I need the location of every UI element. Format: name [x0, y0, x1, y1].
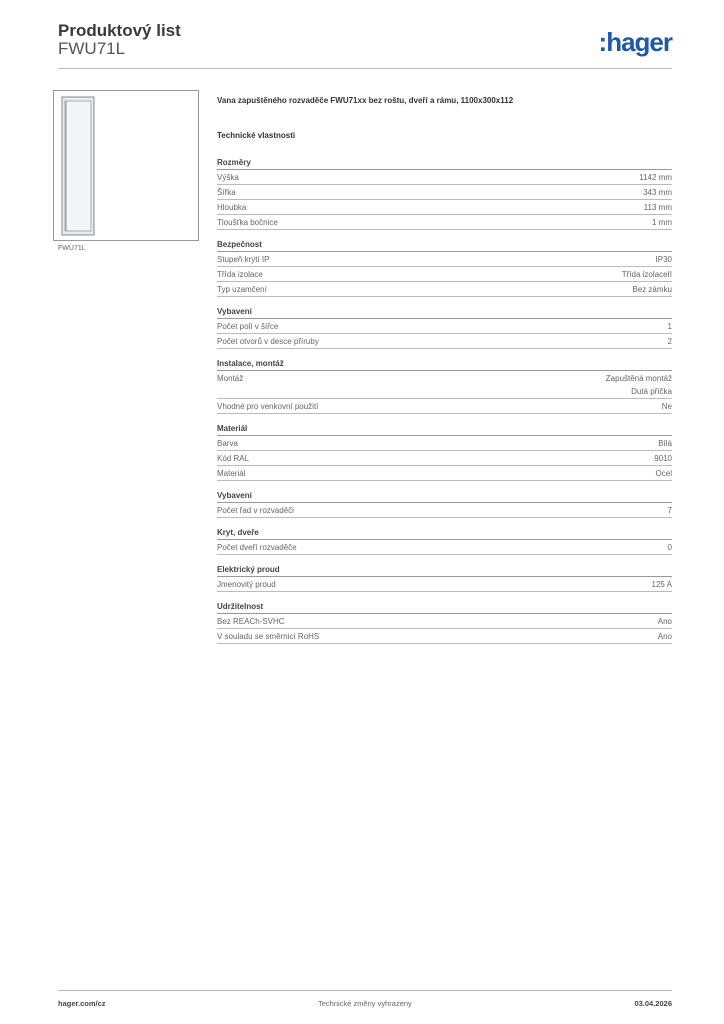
spec-row [217, 282, 672, 297]
spec-value: Ne [661, 402, 672, 411]
spec-value: Bílá [658, 439, 672, 448]
spec-row [217, 319, 672, 334]
spec-row [217, 466, 672, 481]
spec-sections [217, 156, 672, 644]
spec-row [217, 371, 672, 399]
spec-label: Počet polí v šířce [217, 322, 279, 331]
section-title: Bezpečnost [217, 238, 672, 252]
spec-value: 2 [667, 337, 672, 346]
spec-section [217, 563, 672, 592]
spec-label: Počet otvorů v desce příruby [217, 337, 319, 346]
spec-row [217, 200, 672, 215]
spec-row [217, 503, 672, 518]
section-title: Rozměry [217, 156, 672, 170]
section-title: Elektrický proud [217, 563, 672, 577]
spec-value: 7 [667, 506, 672, 515]
spec-value: 9010 [654, 454, 672, 463]
spec-row [217, 267, 672, 282]
spec-value: 343 mm [643, 188, 672, 197]
spec-section [217, 526, 672, 555]
spec-value: 125 A [651, 580, 672, 589]
spec-section [217, 156, 672, 230]
spec-value: Ano [657, 617, 672, 626]
section-title: Udržitelnost [217, 600, 672, 614]
footer-date: 03.04.2026 [634, 999, 672, 1008]
spec-value: Ano [657, 632, 672, 641]
footer-divider [58, 990, 672, 991]
spec-value: Bez zámku [632, 285, 672, 294]
image-caption: FWU71L [58, 245, 86, 252]
spec-label: Barva [217, 439, 238, 448]
section-title: Vybavení [217, 305, 672, 319]
hager-logo: :hager [598, 27, 672, 57]
spec-row [217, 577, 672, 592]
spec-value: 113 mm [643, 203, 672, 212]
spec-row [217, 334, 672, 349]
spec-label: Montáž [217, 374, 244, 383]
spec-row [217, 185, 672, 200]
product-details [217, 96, 672, 652]
footer-note: Technické změny vyhrazeny [318, 999, 412, 1008]
spec-label: Tloušťka bočnice [217, 218, 278, 227]
spec-row [217, 399, 672, 414]
spec-row [217, 170, 672, 185]
spec-label: Výška [217, 173, 239, 182]
spec-value: 0 [667, 543, 672, 552]
section-title: Materiál [217, 422, 672, 436]
spec-value: 1 mm [652, 218, 672, 227]
spec-row [217, 436, 672, 451]
spec-label: Kód RAL [217, 454, 250, 463]
product-code: FWU71L [58, 39, 126, 58]
spec-label: Vhodné pro venkovní použití [217, 402, 319, 411]
spec-row [217, 451, 672, 466]
spec-label: Jmenovitý proud [217, 580, 276, 589]
spec-row [217, 215, 672, 230]
spec-section [217, 422, 672, 481]
spec-section [217, 238, 672, 297]
header-divider [58, 68, 672, 69]
section-title: Instalace, montáž [217, 357, 672, 371]
spec-label: Bez REACh-SVHC [217, 617, 285, 626]
spec-label: Typ uzamčení [217, 285, 267, 294]
spec-label: Třída izolace [217, 270, 263, 279]
spec-row [217, 540, 672, 555]
spec-label: Materiál [217, 469, 246, 478]
spec-section [217, 305, 672, 349]
spec-row [217, 629, 672, 644]
spec-label: Hloubka [217, 203, 247, 212]
spec-label: Počet dveří rozvaděče [217, 543, 297, 552]
spec-value: IP30 [655, 255, 672, 264]
spec-value: Zapuštěná montáž Dutá příčka [605, 374, 672, 396]
section-title: Kryt, dveře [217, 526, 672, 540]
spec-value: 1 [667, 322, 672, 331]
spec-label: Šířka [217, 188, 236, 197]
spec-value: 1142 mm [639, 173, 672, 182]
spec-label: Počet řad v rozvaděči [217, 506, 294, 515]
spec-label: Stupeň krytí IP [217, 255, 270, 264]
spec-section [217, 489, 672, 518]
spec-row [217, 614, 672, 629]
spec-value: Třída izolaceII [621, 270, 672, 279]
spec-section [217, 357, 672, 414]
page-title: Produktový list [58, 21, 181, 40]
spec-section [217, 600, 672, 644]
spec-label: V souladu se směrnicí RoHS [217, 632, 320, 641]
tech-properties-title: Technické vlastnosti [217, 131, 296, 140]
spec-value: Ocel [655, 469, 672, 478]
section-title: Vybavení [217, 489, 672, 503]
spec-row [217, 252, 672, 267]
product-description: Vana zapuštěného rozvaděče FWU71xx bez roštu, dveří a rámu, 1100x300x112 [217, 96, 514, 105]
footer-website[interactable]: hager.com/cz [58, 999, 106, 1008]
product-image [53, 90, 199, 241]
